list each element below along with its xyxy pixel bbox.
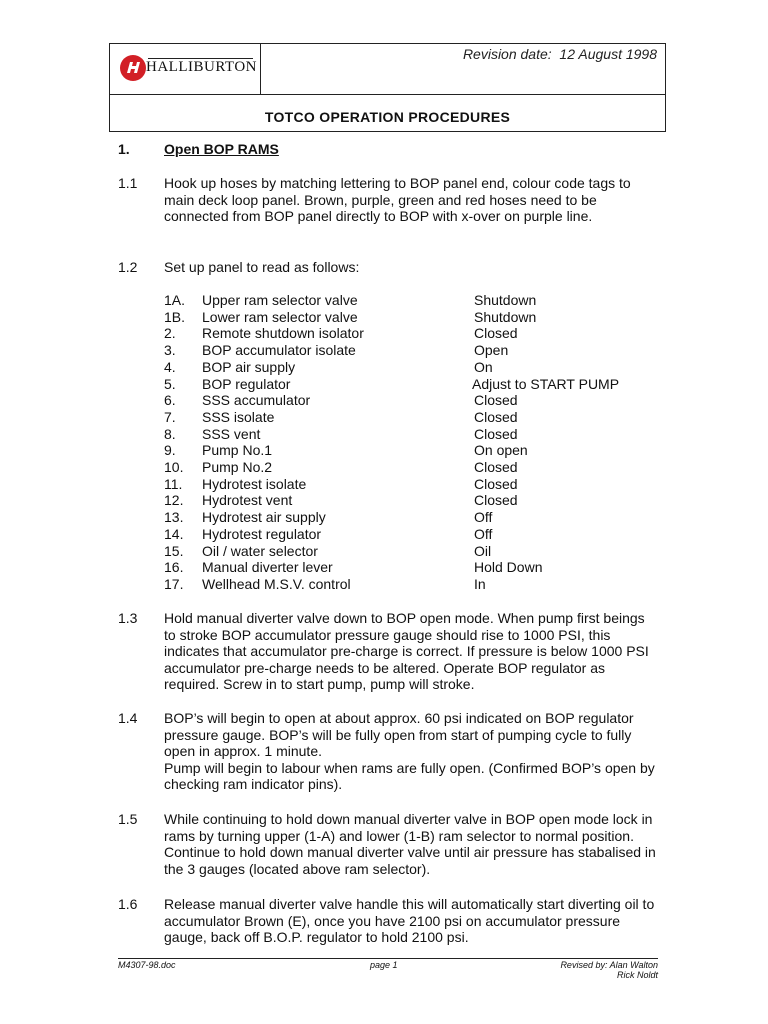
paragraph-number-1-3: 1.3 bbox=[118, 610, 138, 626]
page-footer bbox=[118, 958, 658, 988]
paragraph-1-1: Hook up hoses by matching lettering to BOP panel end, colour code tags to main deck loop panel. Brown, purple, green and red hoses need to be connected from BOP panel directly to BOP with x-over on purple line. bbox=[164, 175, 631, 225]
list-item: 9. Pump No.1 On open bbox=[164, 442, 528, 459]
paragraph-number-1-5: 1.5 bbox=[118, 811, 138, 827]
list-item: 10. Pump No.2 Closed bbox=[164, 459, 518, 475]
paragraph-1-2: Set up panel to read as follows: bbox=[164, 259, 360, 275]
paragraph-1-4 bbox=[164, 710, 662, 793]
paragraph-number-1-1: 1.1 bbox=[118, 175, 138, 191]
paragraph-number-1-4: 1.4 bbox=[118, 710, 138, 726]
paragraph-1-4-line-a: BOP’s will begin to open at about approx. 60 psi indicated on BOP regulator pressure gauge. BOP’s will be fully open from start of pumping cycle to fully open in approx. 1 minute. bbox=[164, 710, 634, 760]
list-item: 6. SSS accumulator Closed bbox=[164, 392, 518, 409]
list-item: 1A. Upper ram selector valve Shutdown bbox=[164, 292, 537, 308]
section-title: Open BOP RAMS bbox=[164, 141, 279, 157]
footer-revised-by-line1: Revised by: Alan Walton bbox=[560, 960, 658, 970]
list-item: 12. Hydrotest vent Closed bbox=[164, 492, 518, 509]
list-item: 17. Wellhead M.S.V. control In bbox=[164, 575, 486, 592]
list-item: 8. SSS vent Closed bbox=[164, 425, 518, 442]
list-item: 16. Manual diverter lever Hold Down bbox=[164, 559, 543, 576]
footer-rule bbox=[118, 958, 658, 959]
list-item: 2. Remote shutdown isolator Closed bbox=[164, 325, 518, 342]
footer-revised-by bbox=[560, 960, 658, 980]
list-item: 11. Hydrotest isolate Closed bbox=[164, 475, 518, 492]
list-item: 3. BOP accumulator isolate Open bbox=[164, 342, 509, 359]
footer-doc-name: M4307-98.doc bbox=[118, 960, 176, 970]
footer-revised-by-line2: Rick Noldt bbox=[616, 970, 658, 980]
footer-page-number: page 1 bbox=[370, 960, 398, 970]
halliburton-logo-icon bbox=[119, 54, 147, 82]
paragraph-number-1-6: 1.6 bbox=[118, 896, 138, 912]
header-box bbox=[109, 43, 666, 132]
document-title: TOTCO OPERATION PROCEDURES bbox=[264, 109, 511, 125]
list-item: 5. BOP regulator Adjust to START PUMP bbox=[164, 375, 620, 392]
revision-date: Revision date: 12 August 1998 bbox=[462, 46, 657, 62]
paragraph-1-6: Release manual diverter valve handle this will automatically start diverting oil to accumulator Brown (E), once you have 2100 psi on accumulator pressure gauge, back off B.O.P. regulator to hold 2100 psi. bbox=[164, 896, 655, 946]
list-item: 4. BOP air supply On bbox=[164, 358, 493, 375]
paragraph-1-5: While continuing to hold down manual diverter valve in BOP open mode lock in rams by turning upper (1-A) and lower (1-B) ram selector to normal position. Continue to hold down manual diverter valve until air pressure has stabalised in the 3 gauges (located above ram selector). bbox=[164, 811, 656, 877]
paragraph-1-4-line-b: Pump will begin to labour when rams are fully open. (Confirmed BOP’s open by checking ram indicator pins). bbox=[164, 759, 655, 793]
list-item: 7. SSS isolate Closed bbox=[164, 408, 518, 425]
logo-cell bbox=[110, 44, 261, 94]
section-number: 1. bbox=[118, 141, 130, 157]
paragraph-1-3: Hold manual diverter valve down to BOP open mode. When pump first beings to stroke BOP accumulator pressure gauge should rise to 1000 PSI, this indicates that accumulator pre-charge is correct. If pressure is below 1000 PSI accumulator pre-charge needs to be altered. Operate BOP regulator as required. Screw in to start pump, pump will stroke. bbox=[164, 610, 649, 693]
logo-text: HALLIBURTON bbox=[146, 59, 257, 75]
header-top-row bbox=[110, 44, 665, 95]
list-item: 13. Hydrotest air supply Off bbox=[164, 509, 493, 526]
list-item: 15. Oil / water selector Oil bbox=[164, 542, 492, 559]
list-item: 14. Hydrotest regulator Off bbox=[164, 525, 493, 542]
header-title-row bbox=[110, 95, 665, 131]
paragraph-number-1-2: 1.2 bbox=[118, 259, 138, 275]
list-item: 1B. Lower ram selector valve Shutdown bbox=[164, 308, 537, 325]
